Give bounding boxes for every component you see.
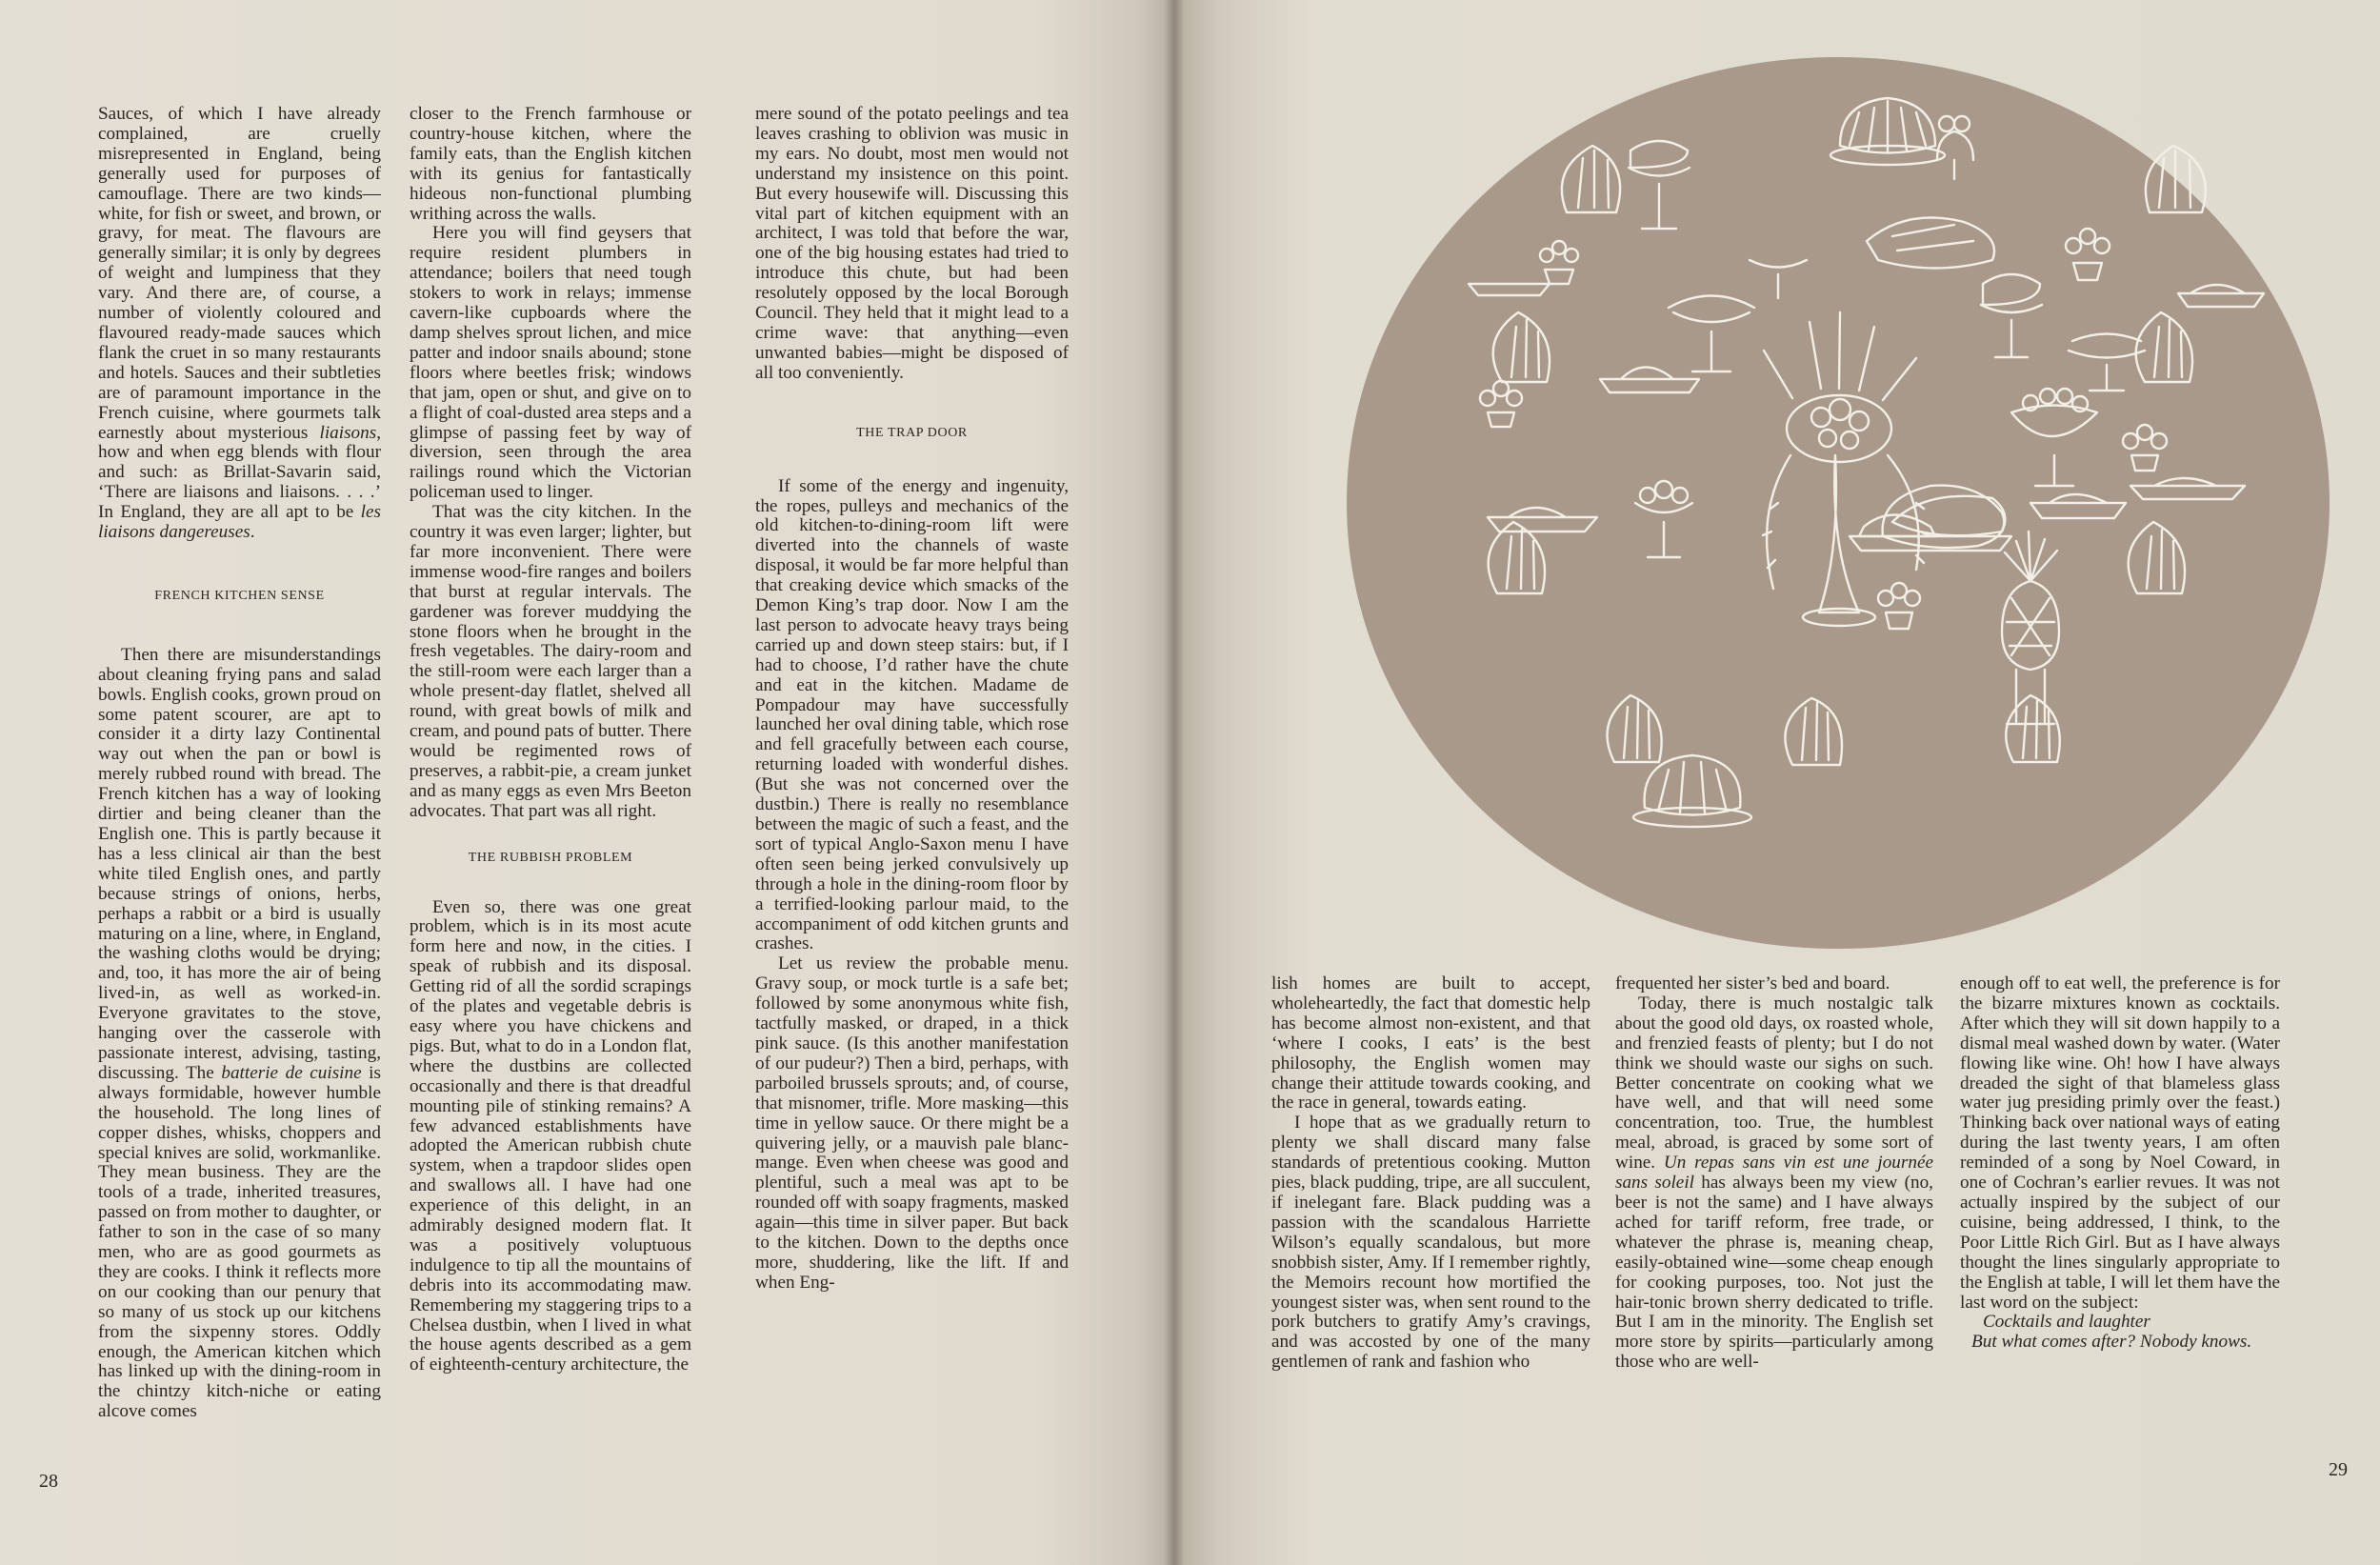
verse-line: But what comes after? Nobody knows. (1971, 1332, 2252, 1353)
paragraph: frequented her sister’s bed and board. (1615, 973, 1890, 993)
section-heading: FRENCH KITCHEN SENSE (154, 588, 325, 603)
verse-line: Cocktails and laughter (1983, 1312, 2150, 1333)
spine-gutter (1164, 0, 1185, 1565)
paragraph: Then there are misunderstandings about cleaning frying pans and salad bowls. English cooks, grown proud on some patent scourer, are apt to consider it a dirty lazy Continental way out when the pan or bowl is merely rubbed round with bread. The French kitchen has a way of looking dirtier and being cleaner than the English one. This is partly because it has a less clinical air than the best white tiled English ones, and partly because strings of onions, herbs, perhaps a rabbit or a bird is usually maturing on a line, where, in England, the washing cloths would be drying; and, too, it has more the air of being lived-in, as well as worked-in. Everyone gravitates to the stove, hanging over the casserole with passionate interest, advising, tasting, discussing. The batterie de cuisine is always formidable, however humble the household. The long lines of copper dishes, whisks, choppers and special knives are solid, workmanlike. They mean business. They are the tools of a trade, inherited treasures, passed on from mother to daughter, or father to son in the case of so many men, who are as good gourmets as they are cooks. I think it reflects more on our cooking than our penury that so many of us stock up our kitchens from the sixpenny stores. Oddly enough, the American kitchen which has linked up with the dining-room in the chintzy kitch-niche or eating alcove comes (98, 644, 381, 1422)
left-column-2 (410, 105, 691, 1375)
left-column-1 (98, 105, 381, 1422)
illustration-circle (1347, 57, 2330, 949)
paragraph: Even so, there was one great problem, which is in its most acute form here and now, in the cities. I speak of rubbish and its disposal. Getting rid of all the sordid scrapings of the plates and vegetable debris is easy where you have chickens and pigs. But, what to do in a London flat, where the dustbins are collected occasionally and there is that dreadful mounting pile of stinking remains? A few advanced establishments have adopted the American rubbish chute system, when a trapdoor slides open and swallows all. I have had one experience of this delight, in an admirably designed modern flat. It was a positively voluptuous indulgence to tip all the mountains of debris into its accommodating maw. Remembering my staggering trips to a Chelsea dustbin, when I lived in what the house agents described as a gem of eighteenth-century architecture, the (410, 896, 691, 1375)
paragraph: mere sound of the potato peelings and tea leaves crashing to oblivion was music in my ears. No doubt, most men would not understand my insistence on this point. But every housewife will. Discussing this vital part of kitchen equipment with an architect, I was told that before the war, one of the big housing estates had tried to introduce this chute, but had been resolutely opposed by the local Borough Council. They held that it might lead to a crime wave: that anything—even unwanted babies—might be disposed of all too conveniently. (755, 104, 1069, 383)
section-heading: THE TRAP DOOR (856, 425, 968, 440)
paragraph: Sauces, of which I have already complained, are cruelly misrepresented in England, being generally used for purposes of camouflage. There are two kinds—white, for fish or sweet, and brown, or gravy, for meat. The flavours are generally similar; it is only by degrees of weight and lumpiness that they vary. And there are, of course, a number of violently coloured and flavoured ready-made sauces which flank the cruet in so many restaurants and hotels. Sauces and their subtleties are of paramount importance in the French cuisine, where gourmets talk earnestly about mysterious liaisons, how and when egg blends with flour and such: as Brillat-Savarin said, ‘There are liaisons and liaisons. . . .’ In England, they are all apt to be les liaisons dangereuses. (98, 104, 381, 543)
section-heading: THE RUBBISH PROBLEM (468, 850, 633, 865)
paragraph: If some of the energy and ingenuity, the ropes, pulleys and mechanics of the old kitchen-to-dining-room lift were diverted into the channels of waste disposal, it would be far more helpful than that creaking device which smacks of the Demon King’s trap door. Now I am the last person to advocate heavy trays being carried up and down steep stairs: but, if I had to choose, I’d rather have the chute and eat in the kitchen. Madame de Pompadour may have successfully launched her oval dining table, which rose and fell gracefully between each course, returning loaded with wonderful dishes. (But she was not concerned over the dustbin.) There is really no resemblance between the magic of such a feast, and the sort of typical Anglo-Saxon menu I have often seen being jerked convulsively up through a hole in the dining-room floor by a terrified-looking parlour maid, to the accompaniment of odd kitchen grunts and crashes. (755, 475, 1069, 954)
paragraph: lish homes are built to accept, wholeheartedly, the fact that domestic help has become almost non-existent, and that ‘where I cooks, I eats’ is the best philosophy, the English women may change their attitude towards cooking, and the race in general, towards eating. (1271, 973, 1590, 1114)
page-number-right: 29 (2329, 1459, 2348, 1480)
paragraph: Today, there is much nostalgic talk about the good old days, ox roasted whole, and frenzied feasts of plenty; but I do not think we should waste our sighs on such. Better concentrate on cooking what we have well, and that will need some concentration, too. True, the humblest meal, abroad, is graced by some sort of wine. Un repas sans vin est une journée sans soleil has always been my view (no, beer is not the same) and I have always ached for tariff reform, free trade, or whatever the phrase is, meaning cheap, easily-obtained wine—some cheap enough for cooking purposes, too. Not just the hair-tonic brown sherry dedicated to trifle. But I am in the minority. The English set more store by spirits—particularly among those who are well- (1615, 993, 1933, 1373)
paragraph: enough off to eat well, the preference is for the bizarre mixtures known as cocktails. After which they will sit down happily to a dismal meal washed down by water. (Water flowing like wine. Oh! how I have always dreaded the sight of that blameless glass water jug presiding primly over the feast.) Thinking back over national ways of eating during the last twenty years, I am often reminded of a song by Noel Coward, in one of Cochran’s earlier revues. It was not actually inspired by the subject of our cuisine, being addressed, I think, to the Poor Little Rich Girl. But as I have always thought the lines singularly appropriate to the English at table, I will let them have the last word on the subject: (1960, 973, 2280, 1313)
paragraph: Let us review the probable menu. Gravy soup, or mock turtle is a safe bet; followed by some anonymous white fish, tactfully masked, or draped, in a thick pink sauce. (Is this another manifestation of our pudeur?) Then a bird, perhaps, with parboiled brussels sprouts; and, of course, that misnomer, trifle. More masking—this time in yellow sauce. Or there might be a quivering jelly, or a mauvish pale blanc-mange. Even when cheese was good and plentiful, such a meal was apt to be rounded off with soapy fragments, masked again—this time in silver paper. But back to the kitchen. Down to the depths once more, shuddering, like the lift. If and when Eng- (755, 953, 1069, 1293)
right-column-2 (1615, 974, 1933, 1373)
paragraph: That was the city kitchen. In the country it was even larger; lighter, but far more inconvenient. There were immense wood-fire ranges and boilers that burst at regular intervals. The gardener was forever muddying the stone floors when he brought in the fresh vegetables. The dairy-room and the still-room were each larger than a whole present-day flatlet, shelved all round, with great bowls of milk and cream, and pound pats of butter. There would be regimented rows of preserves, a rabbit-pie, a cream junket and as many eggs as even Mrs Beeton advocates. That part was all right. (410, 502, 691, 821)
right-column-1 (1271, 974, 1590, 1373)
paragraph: closer to the French farmhouse or country-house kitchen, where the family eats, than the English kitchen with its genius for fantastically hideous non-functional plumbing writhing across the walls. (410, 104, 691, 224)
paragraph: Here you will find geysers that require resident plumbers in attendance; boilers that need tough stokers to work in relays; immense cavern-like cupboards where the damp shelves sprout lichen, and mice patter and indoor snails abound; stone floors where beetles frisk; windows that jam, open or shut, and give on to a flight of coal-dusted area steps and a glimpse of passing feet by way of diversion, seen through the area railings round which the Victorian policeman used to linger. (410, 223, 691, 503)
right-column-3 (1960, 974, 2280, 1353)
banquet-illustration (1345, 55, 2332, 952)
paragraph: I hope that as we gradually return to plenty we shall discard many false standards of pretentious cooking. Mutton pies, black pudding, tripe, are all succulent, if inelegant fare. Black pudding was a passion with the scandalous Harriette Wilson’s equally scandalous, but more snobbish sister, Amy. If I remember rightly, the Memoirs recount how mortified the youngest sister was, when sent round to the pork butchers to gratify Amy’s cravings, and was accosted by one of the many gentlemen of rank and fashion who (1271, 1113, 1590, 1373)
page-number-left: 28 (39, 1471, 58, 1492)
left-column-3 (755, 105, 1069, 1294)
